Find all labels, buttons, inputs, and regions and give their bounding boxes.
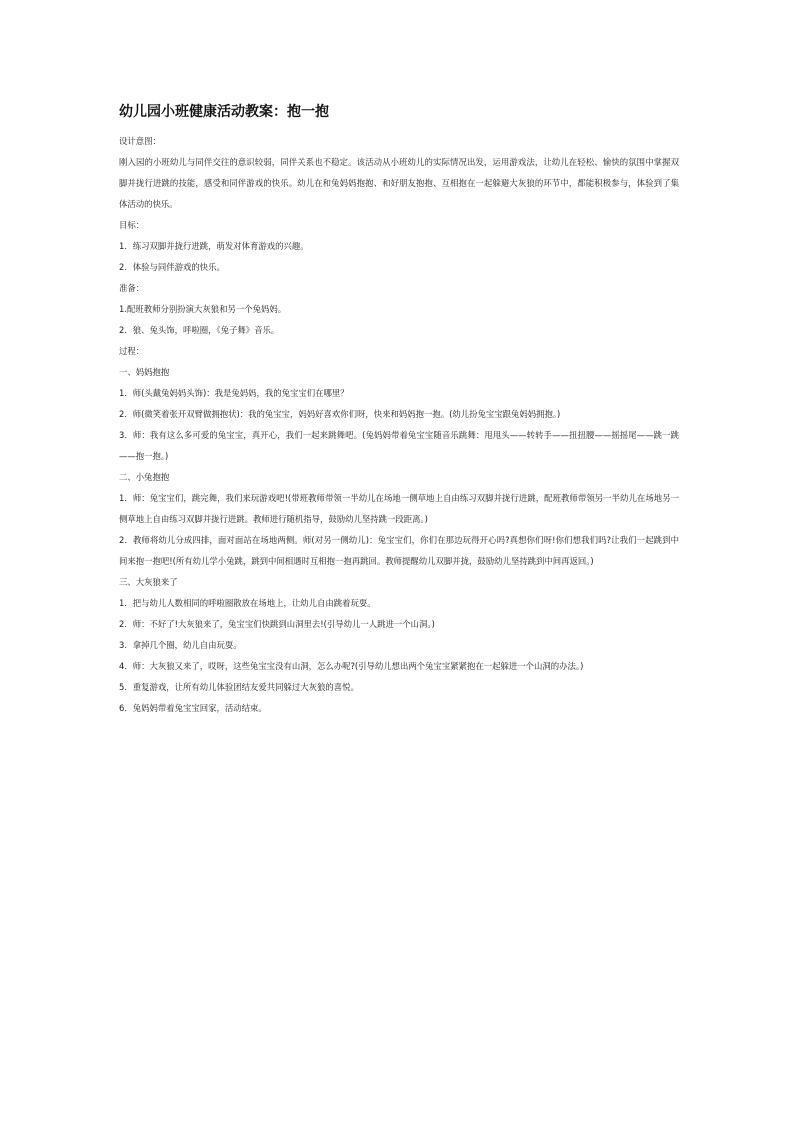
paragraph-line: 设计意图： <box>119 136 161 146</box>
paragraph-line: 2．师(微笑着张开双臂做拥抱状)：我的兔宝宝，妈妈好喜欢你们呀，快来和妈妈抱一抱。(幼儿扮兔宝宝跟兔妈妈拥抱。) <box>119 409 561 419</box>
document-paragraphs <box>119 131 679 719</box>
paragraph-line: 目标： <box>119 220 145 230</box>
paragraph-line: 1．师(头戴兔妈妈头饰)：我是兔妈妈，我的兔宝宝们在哪里？ <box>119 388 349 398</box>
paragraph-line: 过程： <box>119 346 145 356</box>
paragraph-line: 6．兔妈妈带着兔宝宝回家，活动结束。 <box>119 703 267 713</box>
paragraph-line: 1．练习双脚并拢行进跳，萌发对体育游戏的兴趣。 <box>119 241 309 251</box>
paragraph-line: 1.配班教师分别扮演大灰狼和另一个兔妈妈。 <box>119 304 287 314</box>
paragraph-line: 2．狼、兔头饰，呼啦圈，《兔子舞》音乐。 <box>119 325 280 335</box>
paragraph-line: 3．拿掉几个圈，幼儿自由玩耍。 <box>119 640 242 650</box>
paragraph-line: 3．师：我有这么多可爱的兔宝宝，真开心，我们一起来跳舞吧。(兔妈妈带着兔宝宝随音乐跳舞：甩甩头——转转手——扭扭腰——摇摇尾——跳一跳——抱一抱。) <box>119 430 679 461</box>
paragraph-line: 2．师：不好了!大灰狼来了，兔宝宝们快跳到山洞里去!(引导幼儿一人跳进一个山洞。) <box>119 619 435 629</box>
paragraph-line: 5．重复游戏，让所有幼儿体验团结友爱共同躲过大灰狼的喜悦。 <box>119 682 359 692</box>
paragraph-line: 一、妈妈抱抱 <box>119 367 170 377</box>
paragraph-line: 1．把与幼儿人数相同的呼啦圈散放在场地上，让幼儿自由跳着玩耍。 <box>119 598 376 608</box>
paragraph-line: 1．师：兔宝宝们，跳完舞，我们来玩游戏吧!(带班教师带领一半幼儿在场地一侧草地上自由练习双脚并拢行进跳，配班教师带领另一半幼儿在场地另一侧草地上自由练习双脚并拢行进跳。教师进行随机指导，鼓励幼儿坚持跳一段距离。) <box>119 493 679 524</box>
paragraph-line: 4．师：大灰狼又来了，哎呀，这些兔宝宝没有山洞，怎么办呢?(引导幼儿想出两个兔宝宝紧紧抱在一起躲进一个山洞的办法。) <box>119 661 584 671</box>
paragraph-line: 刚入园的小班幼儿与同伴交往的意识较弱，同伴关系也不稳定。该活动从小班幼儿的实际情况出发，运用游戏法，让幼儿在轻松、愉快的氛围中掌握双脚并拢行进跳的技能，感受和同伴游戏的快乐。幼儿在和兔妈妈抱抱、和好朋友抱抱、互相抱在一起躲避大灰狼的环节中，都能积极参与，体验到了集体活动的快乐。 <box>119 157 679 209</box>
paragraph-line: 准备： <box>119 283 145 293</box>
document-body <box>119 102 679 719</box>
paragraph-line: 二、小兔抱抱 <box>119 472 170 482</box>
paragraph-line: 2．体验与同伴游戏的快乐。 <box>119 262 225 272</box>
paragraph-line: 三、大灰狼来了 <box>119 577 178 587</box>
document-title: 幼儿园小班健康活动教案：抱一抱 <box>119 104 329 120</box>
paragraph-line: 2．教师将幼儿分成四排，面对面站在场地两侧。师(对另一侧幼儿)：兔宝宝们，你们在那边玩得开心吗?真想你们呀!你们想我们吗?让我们一起跳到中间来抱一抱吧!(所有幼儿学小兔跳，跳到中间相遇时互相抱一抱再跳回。教师提醒幼儿双脚并拢，鼓励幼儿坚持跳到中间再返回。) <box>119 535 679 566</box>
